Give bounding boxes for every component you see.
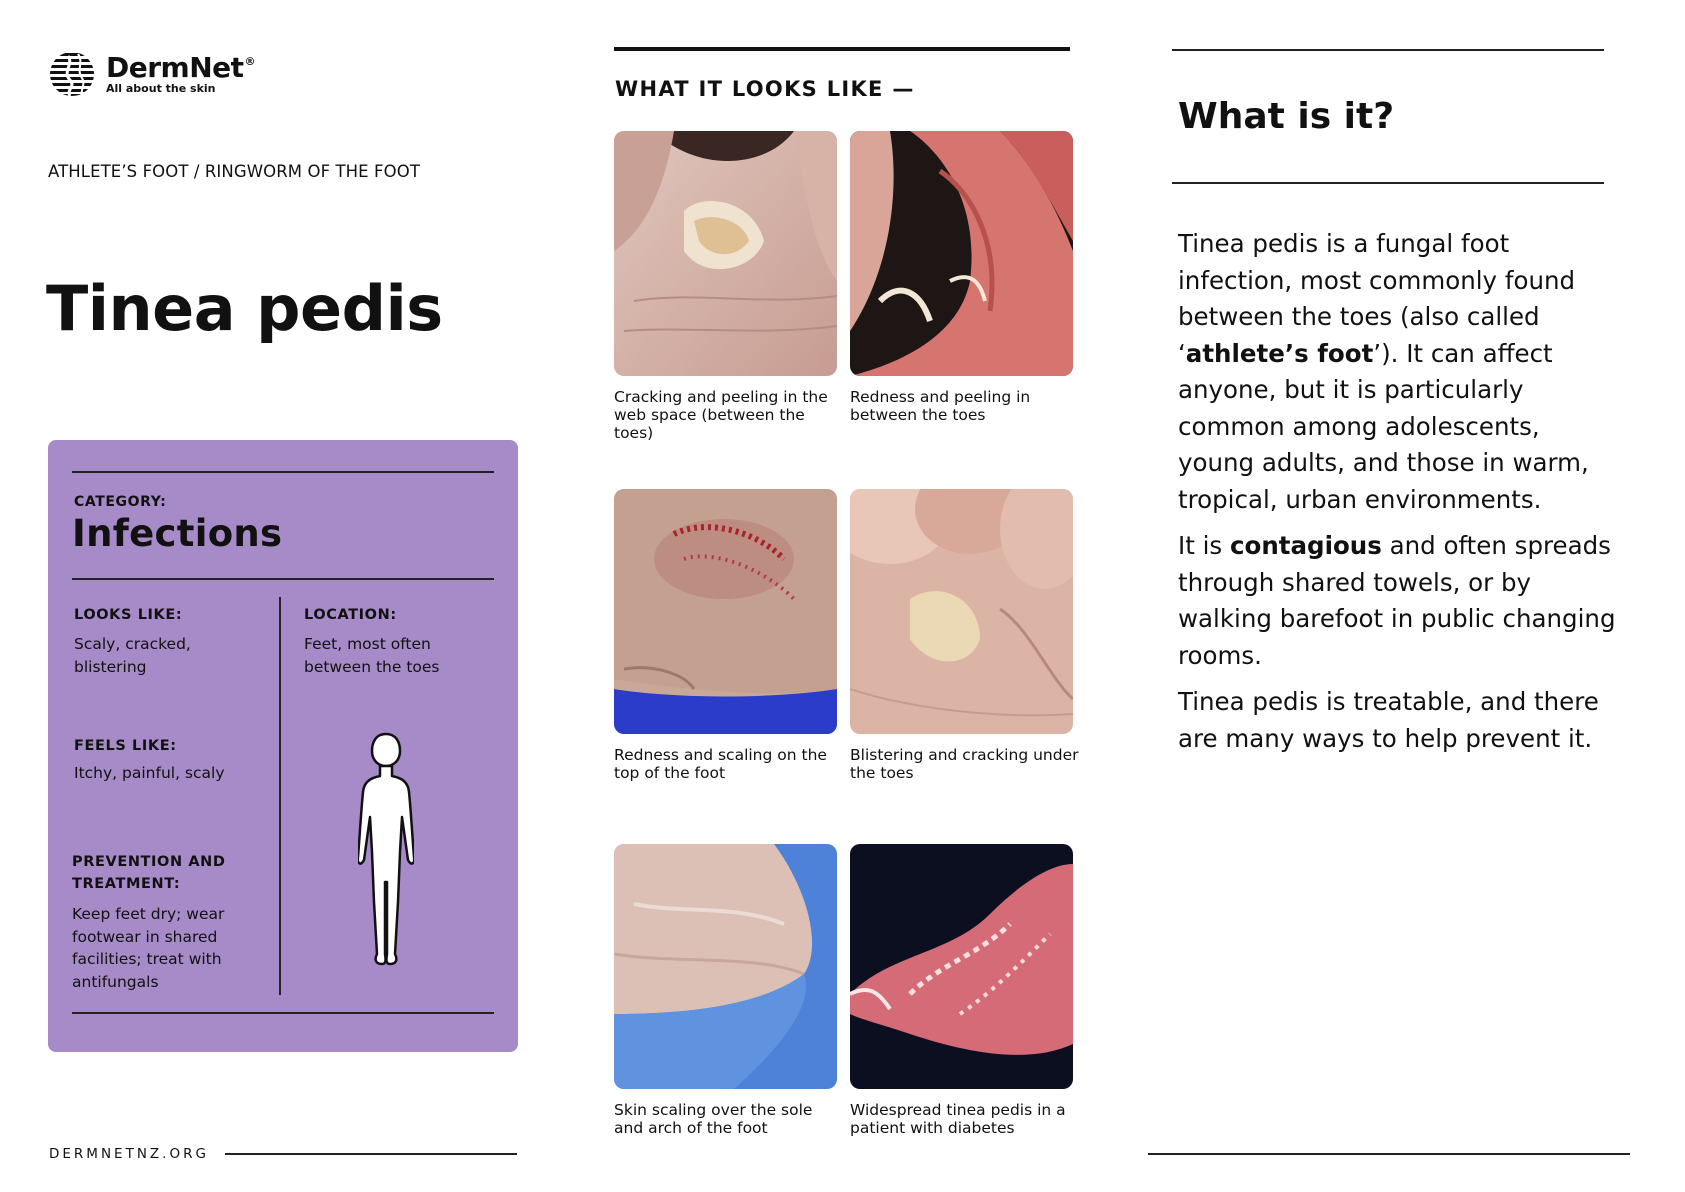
photo-foot-top-scaling[interactable] <box>614 489 837 734</box>
globe-icon <box>48 50 100 98</box>
athletes-foot-term: athlete’s foot <box>1185 338 1374 368</box>
description-paragraph-2: It is contagious and often spreads through shared towels, or by walking barefoot in public changing rooms. <box>1178 531 1616 670</box>
feels-like-label: FEELS LIKE: <box>74 738 177 754</box>
caption-5: Skin scaling over the sole and arch of the foot <box>614 1101 813 1137</box>
caption-2: Redness and peeling in between the toes <box>850 388 1031 424</box>
footer-rule-right <box>1148 1153 1630 1155</box>
registered-mark: ® <box>244 55 256 68</box>
body-figure-icon <box>358 732 414 970</box>
right-heading-rule <box>1172 182 1604 184</box>
photo-toe-redness-peeling[interactable] <box>850 131 1073 376</box>
card-mid-rule <box>72 578 494 580</box>
description-paragraph-3: Tinea pedis is treatable, and there are many ways to help prevent it. <box>1178 687 1599 753</box>
footer-url[interactable]: DERMNETNZ.ORG <box>49 1146 209 1162</box>
description-paragraph-1: Tinea pedis is a fungal foot infection, most commonly found between the toes (also called ‘athlete’s foot’). It can affect anyone, but it is particularly common among adolescents, young adults, and those in warm, tropical, urban environments. <box>1178 229 1589 514</box>
photo-under-toes-blistering[interactable] <box>850 489 1073 734</box>
caption-6: Widespread tinea pedis in a patient with diabetes <box>850 1101 1066 1137</box>
brand-tagline: All about the skin <box>106 82 216 95</box>
photo-widespread-diabetes[interactable] <box>850 844 1073 1089</box>
page-title: Tinea pedis <box>46 272 443 345</box>
prevention-label: PREVENTION AND TREATMENT: <box>72 854 226 892</box>
condition-subtitle: ATHLETE’S FOOT / RINGWORM OF THE FOOT <box>48 162 421 181</box>
gallery-heading: WHAT IT LOOKS LIKE — <box>615 77 915 101</box>
right-top-rule <box>1172 49 1604 51</box>
feels-like-value: Itchy, painful, scaly <box>74 764 225 782</box>
location-label: LOCATION: <box>304 607 397 623</box>
photo-sole-arch-scaling[interactable] <box>614 844 837 1089</box>
prevention-value: Keep feet dry; wear footwear in shared facilities; treat with antifungals <box>72 905 225 991</box>
gallery-top-rule <box>614 47 1070 51</box>
card-bottom-rule <box>72 1012 494 1014</box>
contagious-term: contagious <box>1229 531 1382 560</box>
category-value: Infections <box>72 512 283 555</box>
caption-3: Redness and scaling on the top of the foot <box>614 746 827 782</box>
dermnet-logo[interactable] <box>48 50 255 98</box>
location-value: Feet, most often between the toes <box>304 635 440 676</box>
photo-web-space-cracking[interactable] <box>614 131 837 376</box>
looks-like-value: Scaly, cracked, blistering <box>74 635 191 676</box>
card-divider <box>279 597 281 995</box>
brand-name: DermNet <box>106 51 244 84</box>
summary-card <box>48 440 518 1052</box>
caption-4: Blistering and cracking under the toes <box>850 746 1079 782</box>
card-top-rule <box>72 471 494 473</box>
footer-rule-left <box>225 1153 517 1155</box>
caption-1: Cracking and peeling in the web space (between the toes) <box>614 388 828 442</box>
what-is-it-heading: What is it? <box>1178 96 1395 137</box>
what-is-it-body <box>1178 226 1618 767</box>
looks-like-label: LOOKS LIKE: <box>74 607 183 623</box>
category-label: CATEGORY: <box>74 494 167 510</box>
